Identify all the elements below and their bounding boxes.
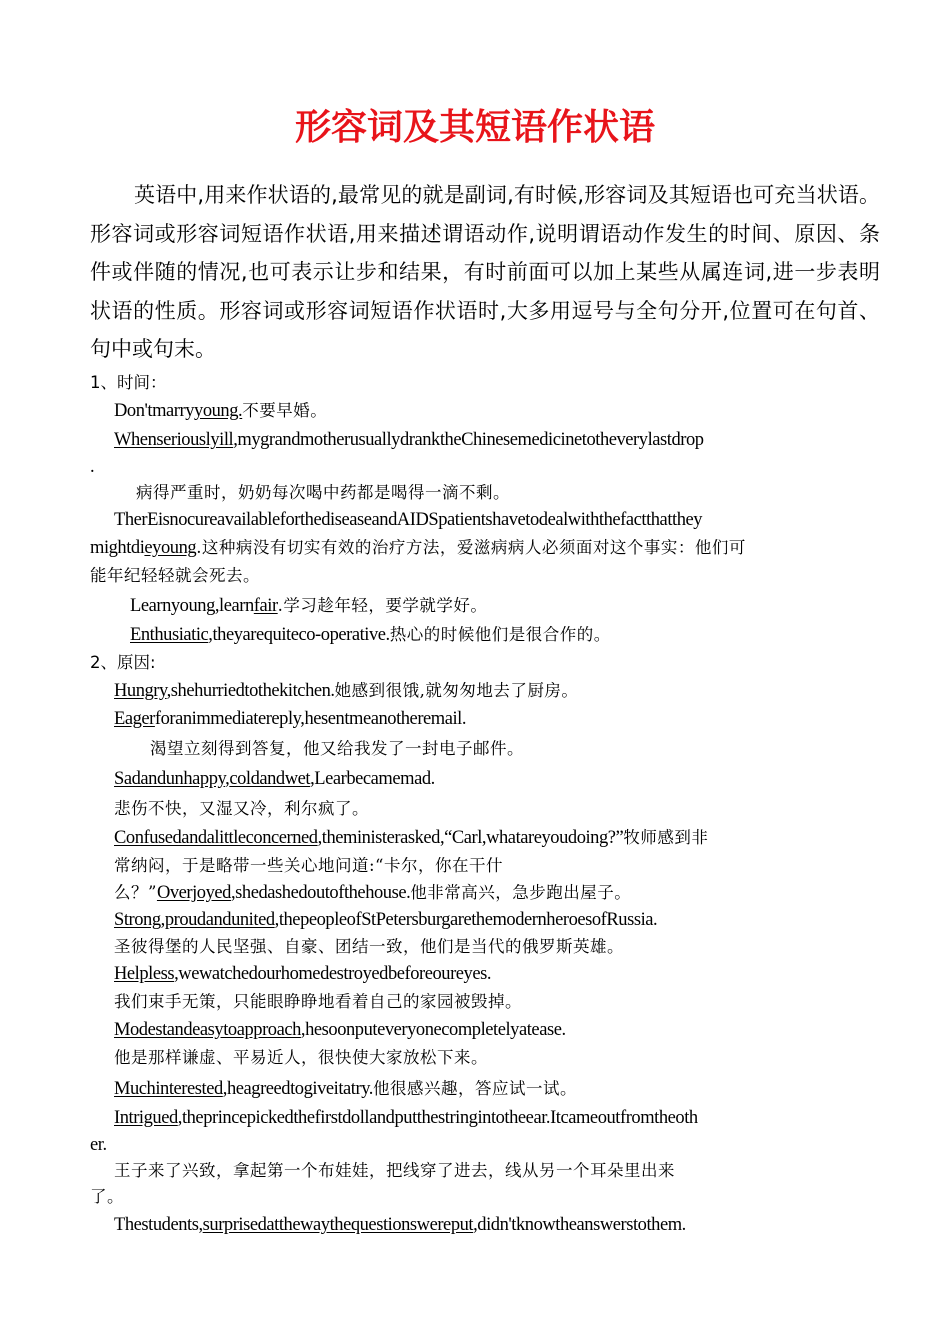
text: ,didn'tknowtheanswerstothem. (473, 1215, 686, 1235)
text: ,hesoonputeveryonecompletelyatease. (300, 1020, 566, 1040)
translation: 他很感兴趣，答应试一试。 (372, 1079, 577, 1098)
text: ,wewatchedourhomedestroyedbeforeoureyes. (174, 964, 492, 984)
underlined-phrase: Enthusiatic (130, 625, 209, 645)
text: Don'tmarry (114, 401, 195, 421)
translation-line: 病得严重时，奶奶每次喝中药都是喝得一滴不剩。 (136, 483, 510, 502)
underlined-phrase: Sadandunhappy (114, 769, 226, 789)
underlined-phrase: surprisedatthewaythequestionswereput (202, 1215, 474, 1235)
text: mightdi (90, 538, 145, 558)
example-line: er. (90, 1135, 107, 1155)
text: ,mygrandmotherusuallydranktheChinesemedicinetotheverylastdrop (233, 430, 704, 450)
underlined-phrase: fair (253, 596, 278, 616)
text: Learnyoung,learn (130, 596, 254, 616)
translation: 她感到很饿,就匆匆地去了厨房。 (334, 681, 579, 700)
text: , (225, 769, 230, 789)
translation-line: 悲伤不快，又湿又冷，利尔疯了。 (114, 799, 369, 818)
example-line (90, 535, 746, 561)
example-line (114, 1105, 698, 1131)
translation-line: 王子来了兴致，拿起第一个布娃娃，把线穿了进去，线从另一个耳朵里出来 (114, 1161, 675, 1180)
example-line (114, 678, 578, 704)
underlined-phrase: Helpless (114, 964, 175, 984)
text: ,shedashedoutofthehouse. (230, 883, 411, 903)
text: foranimmediatereply,hesentmeanotheremail. (154, 709, 467, 729)
translation-line: 常纳闷，于是略带一些关心地问道:“卡尔，你在干什 (114, 856, 503, 875)
example-line (114, 1212, 686, 1238)
example-line: . (90, 457, 95, 477)
underlined-phrase: Strong,proudandunited (114, 910, 275, 930)
text: ,theministerasked,“Carl,whatareyoudoing?” (317, 828, 624, 848)
example-line (114, 1076, 577, 1102)
text: ,shehurriedtothekitchen. (166, 681, 335, 701)
translation-line: 我们束手无策，只能眼睁睁地看着自己的家园被毁掉。 (114, 992, 522, 1011)
example-line (114, 766, 435, 792)
underlined-phrase: Overjoyed (156, 883, 231, 903)
example-line (114, 706, 466, 732)
translation-line: 他是那样谦虚、平易近人，很快使大家放松下来。 (114, 1048, 488, 1067)
underlined-phrase: young. (194, 401, 243, 421)
text: ,Learbecamemad. (310, 769, 435, 789)
underlined-phrase: eyoung (144, 538, 197, 558)
text: Thestudents, (114, 1215, 203, 1235)
translation-line: 圣彼得堡的人民坚强、自豪、团结一致，他们是当代的俄罗斯英雄。 (114, 937, 624, 956)
underlined-phrase: Confusedandalittleconcerned (114, 828, 318, 848)
translation: .这种病没有切实有效的治疗方法，爱滋病病人必须面对这个事实：他们可 (196, 538, 746, 557)
document-title: 形容词及其短语作状语 (294, 107, 655, 148)
example-line (114, 1017, 566, 1043)
underlined-phrase: coldandwet (229, 769, 311, 789)
example-line (114, 961, 491, 987)
intro-paragraph: 英语中,用来作状语的,最常见的就是副词,有时候,形容词及其短语也可充当状语。形容词或形容词短语作状语,用来描述谓语动作,说明谓语动作发生的时间、原因、条件或伴随的情况,也可表示让步和结果，有时前面可以加上某些从属连词,进一步表明状语的性质。形容词或形容词短语作状语时,大多用逗号与全句分开,位置可在句首、句中或句末。 (90, 183, 880, 361)
example-line (114, 880, 631, 906)
underlined-phrase: Modestandeasytoapproach (114, 1020, 301, 1040)
translation: 他非常高兴，急步跑出屋子。 (410, 883, 632, 902)
translation: 热心的时候他们是很合作的。 (389, 625, 611, 644)
underlined-phrase: Whenseriouslyill (114, 430, 234, 450)
example-line (130, 622, 611, 648)
example-line (130, 593, 487, 619)
underlined-phrase: Muchinterested (114, 1079, 223, 1099)
section-heading-reason: 2、原因: (90, 653, 156, 672)
underlined-phrase: Hungry (114, 681, 167, 701)
text: ,theyarequiteco-operative. (208, 625, 390, 645)
translation-line: 了。 (90, 1187, 124, 1206)
translation: 不要早婚。 (242, 401, 328, 420)
text: ,theprincepickedthefirstdollandputthestringintotheear.Itcameoutfromtheoth (177, 1108, 698, 1128)
example-line (114, 398, 327, 424)
translation-line: 渴望立刻得到答复，他又给我发了一封电子邮件。 (150, 739, 524, 758)
text: ,heagreedtogiveitatry. (222, 1079, 373, 1099)
underlined-phrase: Eager (114, 709, 155, 729)
translation-line: 能年纪轻轻就会死去。 (90, 566, 260, 585)
example-line (114, 427, 704, 453)
example-line (114, 907, 657, 933)
translation: 牧师感到非 (623, 828, 709, 847)
example-line (114, 825, 708, 851)
translation: .学习趁年轻，要学就学好。 (277, 596, 488, 615)
translation: 么？” (114, 883, 157, 902)
example-line: TherEisnocureavailableforthediseaseandAIDSpatientshavetodealwiththefactthatthey (114, 510, 703, 530)
text: ,thepeopleofStPetersburgarethemodernheroesofRussia. (274, 910, 658, 930)
underlined-phrase: Intrigued (114, 1108, 178, 1128)
section-heading-time: 1、时间： (90, 373, 167, 392)
